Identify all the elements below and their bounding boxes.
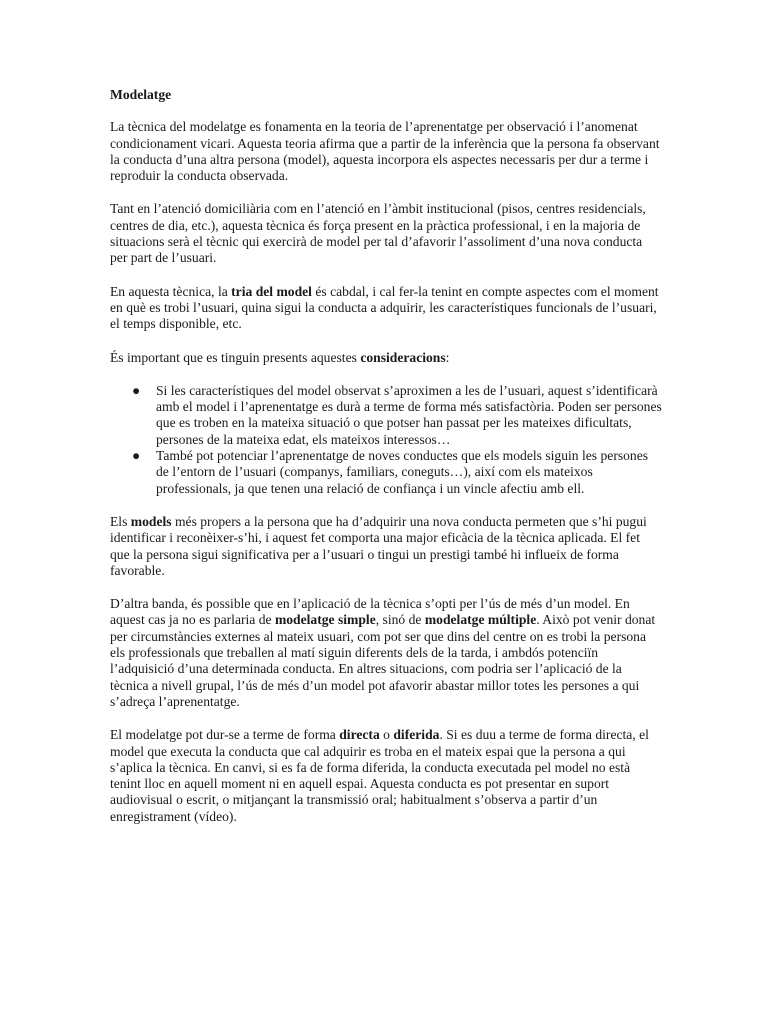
text-run: D’altra banda, és possible que en l’aplicació de la tècnica s’opti per l’ús de més d’un model. En aquest cas ja no es parlaria de: [110, 596, 630, 628]
bold-term-consideracions: consideracions: [360, 349, 446, 365]
considerations-list: [110, 383, 662, 497]
text-run: és cabdal, i cal fer-la tenint en compte aspectes com el moment en què es trobi l’usuari, quina sigui la conducta a adquirir, les característiques funcionals de l’usuari, el temps disponible, etc.: [110, 283, 659, 332]
text-run: , sinó de: [375, 612, 425, 628]
text-run: o: [379, 727, 394, 743]
paragraph-intro: La tècnica del modelatge es fonamenta en la teoria de l’aprenentatge per observació i l’anomenat condicionament vicari. Aquesta teoria afirma que a partir de la inferència que la persona fa observant la conducta d’una altra persona (model), aquesta incorpora els aspectes necessaris per dur a terme i reproduir la conducta observada.: [110, 119, 660, 184]
bold-term-directa: directa: [339, 727, 380, 743]
paragraph-models: [110, 514, 662, 579]
bullet-icon: ●: [132, 448, 141, 464]
document-title: Modelatge: [110, 87, 172, 102]
text-run: És important que es tinguin presents aquestes: [110, 349, 361, 365]
bold-term-models: models: [130, 513, 172, 529]
paragraph-direct-deferred: [110, 727, 662, 825]
text-run: Els: [110, 513, 131, 529]
paragraph-considerations: [110, 350, 662, 366]
paragraph-multiple-models: [110, 596, 662, 710]
text-run: . Si es duu a terme de forma directa, el model que executa la conducta que cal adquirir es troba en el mateix espai que la persona a qui s’aplica la tècnica. En canvi, si es fa de forma diferida, la conducta executada pel model no està tenint lloc en aquell moment ni en aquell espai. Aquesta conducta es pot presentar en suport audiovisual o escrit, o mitjançant la transmissió oral; habitualment s’observa a partir d’un enregistrament (vídeo).: [110, 727, 649, 824]
bold-term-tria-del-model: tria del model: [231, 283, 312, 299]
paragraph-context: Tant en l’atenció domiciliària com en l’atenció en l’àmbit institucional (pisos, centres residencials, centres de dia, etc.), aquesta tècnica és força present en la pràctica professional, i en la majoria de situacions serà el tècnic qui exercirà de model per tal d’afavorir l’assoliment d’una nova conducta per part de l’usuari.: [110, 201, 646, 266]
list-item-text: També pot potenciar l’aprenentatge de noves conductes que els models siguin les persones de l’entorn de l’usuari (companys, familiars, coneguts…), així com els mateixos professionals, ja que tenen una relació de confiança i un vincle afectiu amb ell.: [156, 448, 649, 496]
bold-term-modelatge-simple: modelatge simple: [274, 612, 376, 628]
text-run: . Això pot venir donat per circumstàncies externes al mateix usuari, com pot ser que dins del centre on es trobi la persona els professionals que treballen al matí siguin diferents dels de la tarda, i ambdós potenciïn l’adquisició d’una determinada conducta. En altres situacions, com podria ser l’aplicació de la tècnica a nivell grupal, l’ús de més d’un model pot afavorir abastar millor totes les persones a qui s’adreça l’aprenentatge.: [110, 612, 656, 709]
list-item-text: Si les característiques del model observat s’aproximen a les de l’usuari, aquest s’identificarà amb el model i l’aprenentatge es durà a terme de forma més satisfactòria. Poden ser persones que es troben en la mateixa situació o que potser han passat per les mateixes dificultats, persones de la mateixa edat, els mateixos interessos…: [156, 382, 662, 447]
bold-term-modelatge-multiple: modelatge múltiple: [424, 612, 537, 628]
list-item: [132, 448, 662, 497]
list-item: [132, 382, 662, 448]
paragraph-model-choice: [110, 284, 662, 333]
text-run: El modelatge pot dur-se a terme de forma: [110, 727, 340, 743]
text-run: En aquesta tècnica, la: [110, 283, 232, 299]
bold-term-diferida: diferida: [393, 727, 440, 743]
text-run: més propers a la persona que ha d’adquirir una nova conducta permeten que s’hi pugui identificar i reconèixer-s’hi, i aquest fet comporta una major eficàcia de la tècnica aplicada. El fet que la persona sigui significativa per a l’usuari o tingui un prestigi també hi influeix de forma favorable.: [110, 513, 647, 578]
text-run: :: [445, 349, 450, 365]
bullet-icon: ●: [132, 382, 141, 398]
